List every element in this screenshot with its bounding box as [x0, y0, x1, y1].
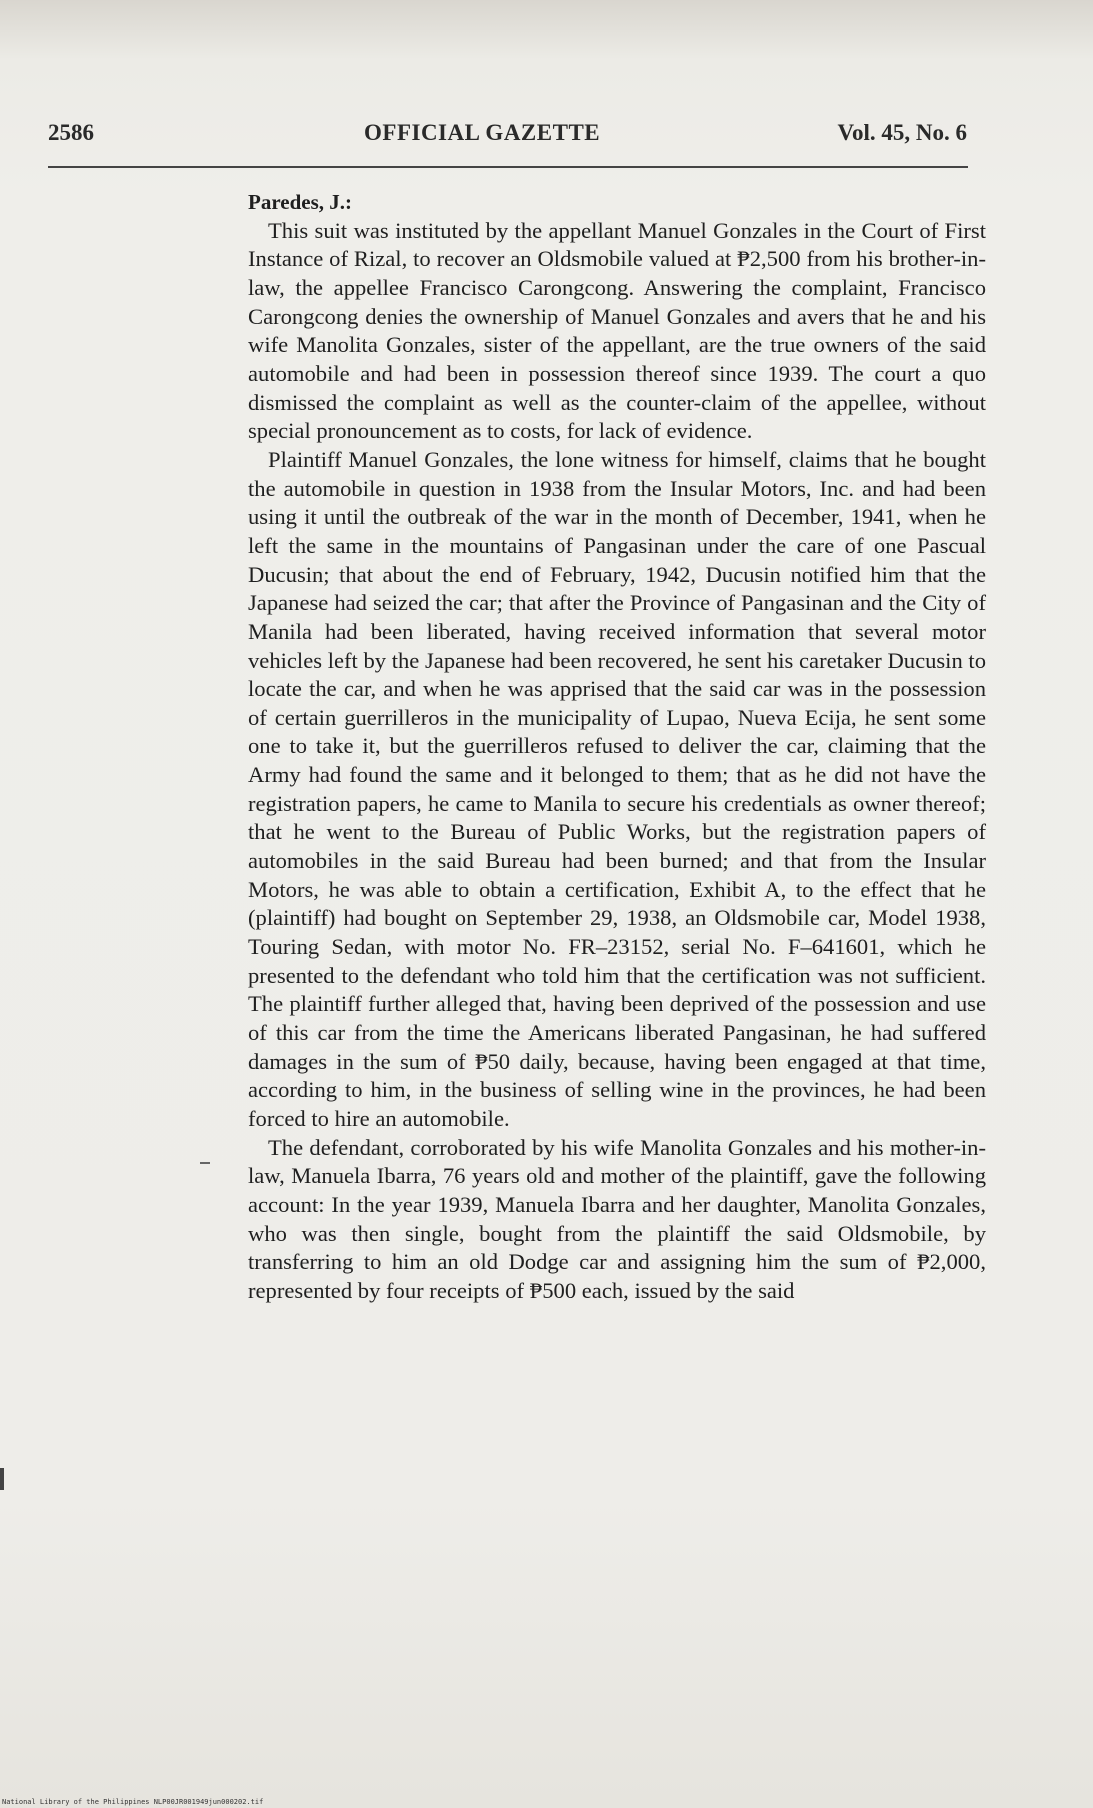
- page-number: 2586: [48, 120, 94, 145]
- publication-title: OFFICIAL GAZETTE: [364, 120, 601, 145]
- volume-number: Vol. 45, No. 6: [837, 120, 967, 145]
- scan-footer: National Library of the Philippines NLP00JR001949jun000202.tif: [2, 1798, 264, 1806]
- paragraph: This suit was instituted by the appellant Manuel Gonzales in the Court of First Instance of Rizal, to recover an Oldsmobile valued at ₱2,500 from his brother-in-law, the appellee Francisco Carongcong. Answering the complaint, Francisco Carongcong denies the ownership of Manuel Gonzales and avers that he and his wife Manolita Gonzales, sister of the appellant, are the true owners of the said automobile and had been in possession thereof since 1939. The court a quo dismissed the complaint as well as the counter-claim of the appellee, without special pronouncement as to costs, for lack of evidence.: [248, 217, 986, 444]
- page-header: [48, 120, 967, 150]
- paragraph: Plaintiff Manuel Gonzales, the lone witness for himself, claims that he bought the automobile in question in 1938 from the Insular Motors, Inc. and had been using it until the outbreak of the war in the month of December, 1941, when he left the same in the mountains of Pangasinan under the care of one Pascual Ducusin; that about the end of February, 1942, Ducusin notified him that the Japanese had seized the car; that after the Province of Pangasinan and the City of Manila had been liberated, having received information that several motor vehicles left by the Japanese had been recovered, he sent his caretaker Ducusin to locate the car, and when he was apprised that the said car was in the possession of certain guerrilleros in the municipality of Lupao, Nueva Ecija, he sent some one to take it, but the guerrilleros refused to deliver the car, claiming that the Army had found the same and it belonged to them; that as he did not have the registration papers, he came to Manila to secure his credentials as owner thereof; that he went to the Bureau of Public Works, but the registration papers of automobiles in the said Bureau had been burned; and that from the Insular Motors, he was able to obtain a certification, Exhibit A, to the effect that he (plaintiff) had bought on September 29, 1938, an Oldsmobile car, Model 1938, Touring Sedan, with motor No. FR–23152, serial No. F–641601, which he presented to the defendant who told him that the certification was not sufficient. The plaintiff further alleged that, having been deprived of the possession and use of this car from the time the Americans liberated Pangasinan, he had suffered damages in the sum of ₱50 daily, because, having been engaged at that time, according to him, in the business of selling wine in the provinces, he had been forced to hire an automobile.: [248, 446, 986, 1131]
- decision-body: [248, 188, 986, 1306]
- author-line: Paredes, J.:: [248, 190, 353, 214]
- scan-edge-mark: [0, 1468, 4, 1490]
- header-rule: [48, 166, 968, 168]
- margin-mark: [200, 1162, 210, 1164]
- paragraph: The defendant, corroborated by his wife Manolita Gonzales and his mother-in-law, Manuela Ibarra, 76 years old and mother of the plaintiff, gave the following account: In the year 1939, Manuela Ibarra and her daughter, Manolita Gonzales, who was then single, bought from the plaintiff the said Oldsmobile, by transferring to him an old Dodge car and assigning him the sum of ₱2,000, represented by four receipts of ₱500 each, issued by the said: [248, 1134, 986, 1303]
